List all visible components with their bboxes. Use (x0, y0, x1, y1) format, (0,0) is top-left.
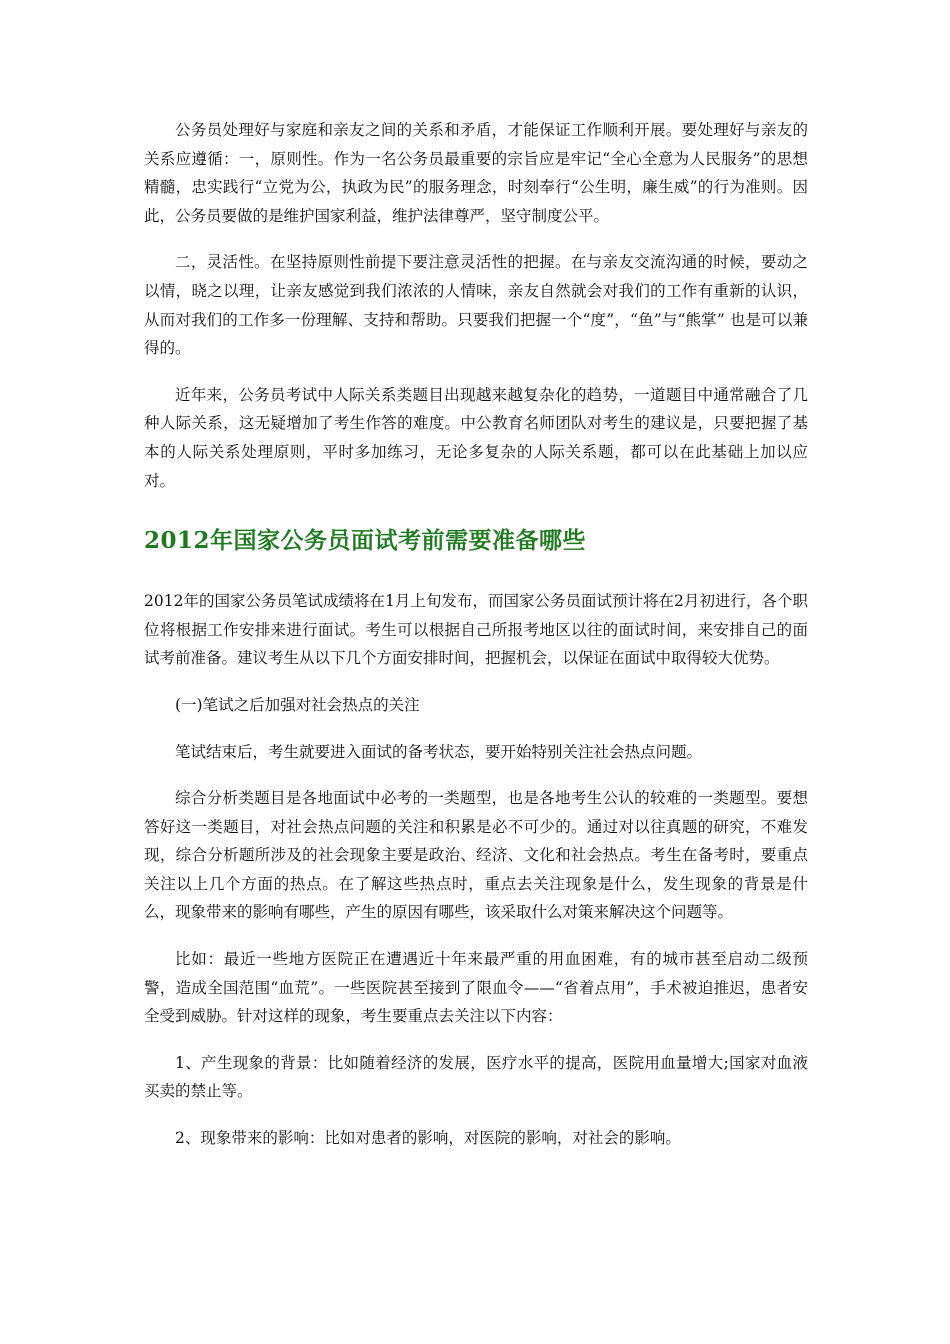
paragraph-comprehensive-analysis: 综合分析类题目是各地面试中必考的一类题型，也是各地考生公认的较难的一类题型。要想答好这一类题目，对社会热点问题的关注和积累是必不可少的。通过对以往真题的研究，不难发现，综合分析题所涉及的社会现象主要是政治、经济、文化和社会热点。考生在备考时，要重点关注以上几个方面的热点。在了解这些热点时，重点去关注现象是什么，发生现象的背景是什么，现象带来的影响有哪些，产生的原因有哪些，该采取什么对策来解决这个问题等。 (144, 789, 808, 922)
paragraph-blood-shortage-example: 比如：最近一些地方医院正在遭遇近十年来最严重的用血困难，有的城市甚至启动二级预警，造成全国范围“血荒”。一些医院甚至接到了限血令——“省着点用”，手术被迫推迟，患者安全受到威胁。针对这样的现象，考生要重点去关注以下内容： (144, 950, 808, 1026)
document-page (144, 116, 808, 1171)
list-item-background: 1、产生现象的背景：比如随着经济的发展，医疗水平的提高，医院用血量增大;国家对血液买卖的禁止等。 (144, 1053, 808, 1101)
section-heading: 2012年国家公务员面试考前需要准备哪些 (144, 527, 587, 555)
paragraph-relations-flexibility: 二，灵活性。在坚持原则性前提下要注意灵活性的把握。在与亲友交流沟通的时候，要动之以情，晓之以理，让亲友感觉到我们浓浓的人情味，亲友自然就会对我们的工作有重新的认识，从而对我们的工作多一份理解、支持和帮助。只要我们把握一个“度”，“鱼”与“熊掌” 也是可以兼得的。 (144, 253, 808, 358)
paragraph-after-written-exam: 笔试结束后，考生就要进入面试的备考状态，要开始特别关注社会热点问题。 (175, 742, 703, 761)
paragraph-interview-intro: 2012年的国家公务员笔试成绩将在1月上旬发布，而国家公务员面试预计将在2月初进行，各个职位将根据工作安排来进行面试。考生可以根据自己所报考地区以往的面试时间，来安排自己的面试考前准备。建议考生从以下几个方面安排时间，把握机会，以保证在面试中取得较大优势。 (144, 592, 808, 668)
paragraph-relations-principle: 公务员处理好与家庭和亲友之间的关系和矛盾，才能保证工作顺利开展。要处理好与亲友的关系应遵循：一，原则性。作为一名公务员最重要的宗旨应是牢记“全心全意为人民服务”的思想精髓，忠实践行“立党为公，执政为民”的服务理念，时刻奉行“公生明，廉生威”的行为准则。因此，公务员要做的是维护国家利益，维护法律尊严，坚守制度公平。 (144, 121, 808, 225)
paragraph-relations-advice: 近年来，公务员考试中人际关系类题目出现越来越复杂化的趋势，一道题目中通常融合了几种人际关系，这无疑增加了考生作答的难度。中公教育名师团队对考生的建议是，只要把握了基本的人际关系处理原则，平时多加练习，无论多复杂的人际关系题，都可以在此基础上加以应对。 (144, 385, 808, 490)
subheading-hot-topics: (一)笔试之后加强对社会热点的关注 (175, 695, 420, 714)
list-item-impact: 2、现象带来的影响：比如对患者的影响，对医院的影响，对社会的影响。 (175, 1129, 681, 1148)
